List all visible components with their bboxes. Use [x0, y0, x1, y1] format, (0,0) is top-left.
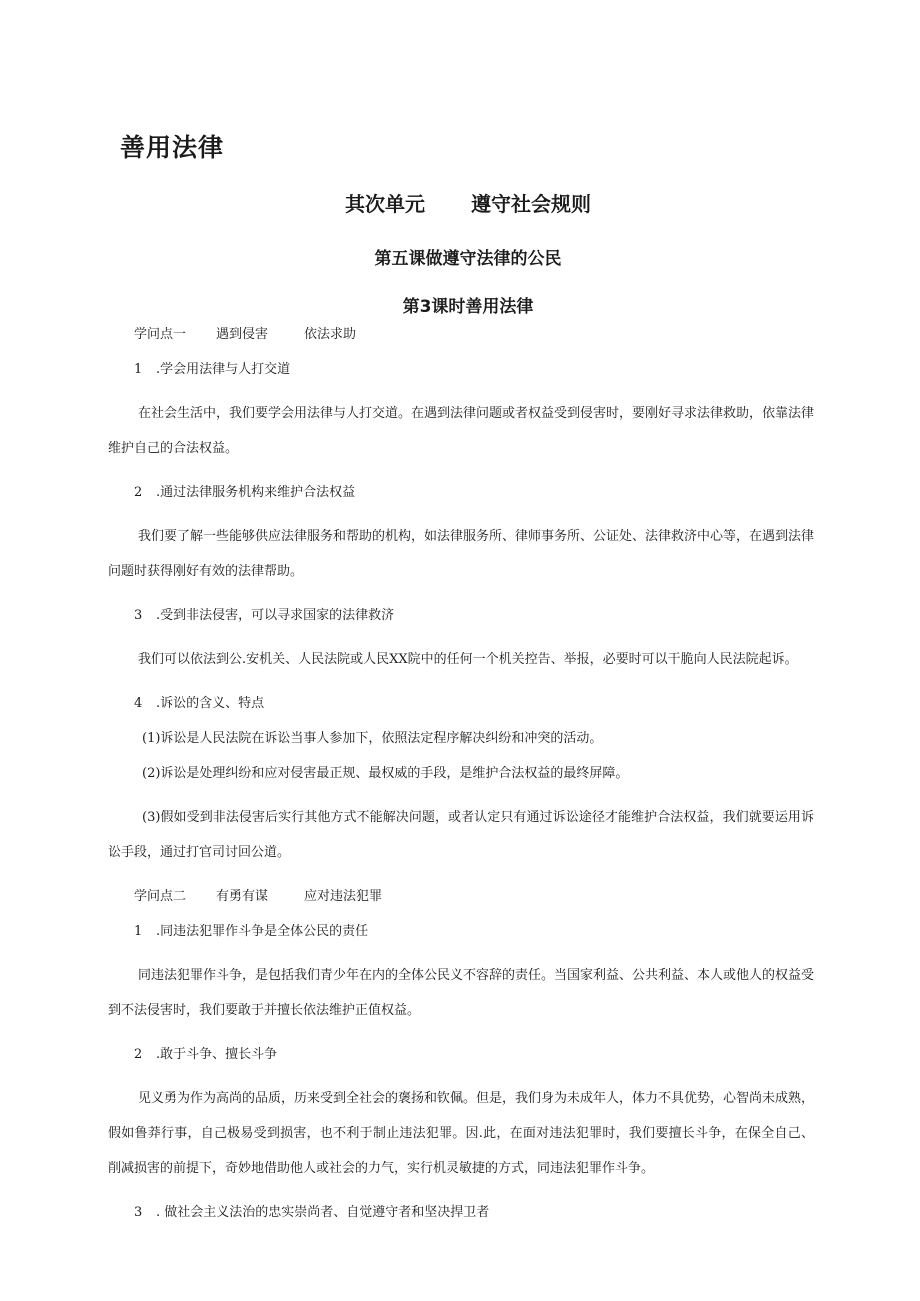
kp1-item-4-sub-3: (3)假如受到非法侵害后实行其他方式不能解决问题，或者认定只有通过诉讼途径才能维护合法权益，我们就要运用诉讼手段，通过打官司讨回公道。	[108, 810, 814, 860]
period-title: 第3课时善用法律	[402, 297, 534, 317]
kp1-item-2-paragraph: 我们要了解一些能够供应法律服务和帮助的机构，如法律服务所、律师事务所、公证处、法律救济中心等，在遇到法律问题时获得刚好有效的法律帮助。	[108, 529, 815, 579]
item-title: .敢于斗争、擅长斗争	[156, 1047, 278, 1062]
lesson-title: 第五课做遵守法律的公民	[374, 249, 562, 269]
kp1-part2: 依法求助	[304, 327, 357, 342]
kp1-item-4-sub-1: (1)诉讼是人民法院在诉讼当事人参加下，依照法定程序解决纠纷和冲突的活动。	[142, 731, 603, 746]
knowledge-point-1-heading	[134, 326, 814, 343]
kp1-item-4-sub-2: (2)诉讼是处理纠纷和应对侵害最正规、最权威的手段，是维护合法权益的最终屏障。	[142, 766, 629, 781]
item-title: .通过法律服务机构来维护合法权益	[156, 485, 356, 500]
item-number: 2	[134, 485, 143, 500]
kp2-item-2-heading	[134, 1046, 814, 1063]
kp2-label: 学问点二	[134, 889, 187, 904]
kp1-item-1-paragraph: 在社会生活中，我们要学会用法律与人打交道。在遇到法律问题或者权益受到侵害时，要刚好寻求法律救助，依靠法律维护自己的合法权益。	[108, 406, 815, 456]
document-body	[108, 326, 814, 1239]
unit-title-left: 其次单元	[345, 192, 425, 216]
item-title: .受到非法侵害，可以寻求国家的法律救济	[156, 608, 395, 623]
kp1-item-4-heading	[134, 695, 814, 712]
item-number: 3	[134, 608, 143, 623]
unit-title	[0, 188, 920, 217]
kp1-label: 学问点一	[134, 327, 187, 342]
item-title: .同违法犯罪作斗争是全体公民的责任	[156, 924, 369, 939]
item-number: 1	[134, 362, 143, 377]
kp1-item-2-heading	[134, 484, 814, 501]
item-title: .学会用法律与人打交道	[156, 362, 291, 377]
kp2-item-1-paragraph: 同违法犯罪作斗争，是包括我们青少年在内的全体公民义不容辞的责任。当国家利益、公共利益、本人或他人的权益受到不法侵害时，我们要敢于并擅长依法维护正值权益。	[108, 968, 815, 1018]
kp1-part1: 遇到侵害	[216, 327, 269, 342]
knowledge-point-2-heading	[134, 888, 814, 905]
item-number: 1	[134, 924, 143, 939]
kp2-part1: 有勇有谋	[216, 889, 269, 904]
item-number: 3	[134, 1205, 143, 1220]
item-title: .诉讼的含义、特点	[156, 696, 265, 711]
unit-title-right: 遵守社会规则	[471, 192, 591, 216]
kp1-item-3-heading	[134, 607, 814, 624]
kp2-item-3-heading	[134, 1204, 814, 1221]
kp1-item-1-heading	[134, 361, 814, 378]
page-title: 善用法律	[120, 133, 225, 162]
kp2-part2: 应对违法犯罪	[304, 889, 383, 904]
kp1-item-3-paragraph: 我们可以依法到公.安机关、人民法院或人民XX院中的任何一个机关控告、举报，必要时可以干脆向人民法院起诉。	[138, 652, 798, 667]
item-title: . 做社会主义法治的忠实崇尚者、自觉遵守者和坚决捍卫者	[156, 1205, 490, 1220]
kp2-item-2-paragraph: 见义勇为作为高尚的品质，历来受到全社会的褒扬和钦佩。但是，我们身为未成年人，体力不具优势，心智尚未成熟，假如鲁莽行事，自己极易受到损害，也不利于制止违法犯罪。因.此，在面对违法犯罪时，我们要擅长斗争，在保全自己、削减损害的前提下，奇妙地借助他人或社会的力气，实行机灵敏捷的方式，同违法犯罪作斗争。	[108, 1091, 815, 1176]
item-number: 4	[134, 696, 143, 711]
item-number: 2	[134, 1047, 143, 1062]
kp2-item-1-heading	[134, 923, 814, 940]
